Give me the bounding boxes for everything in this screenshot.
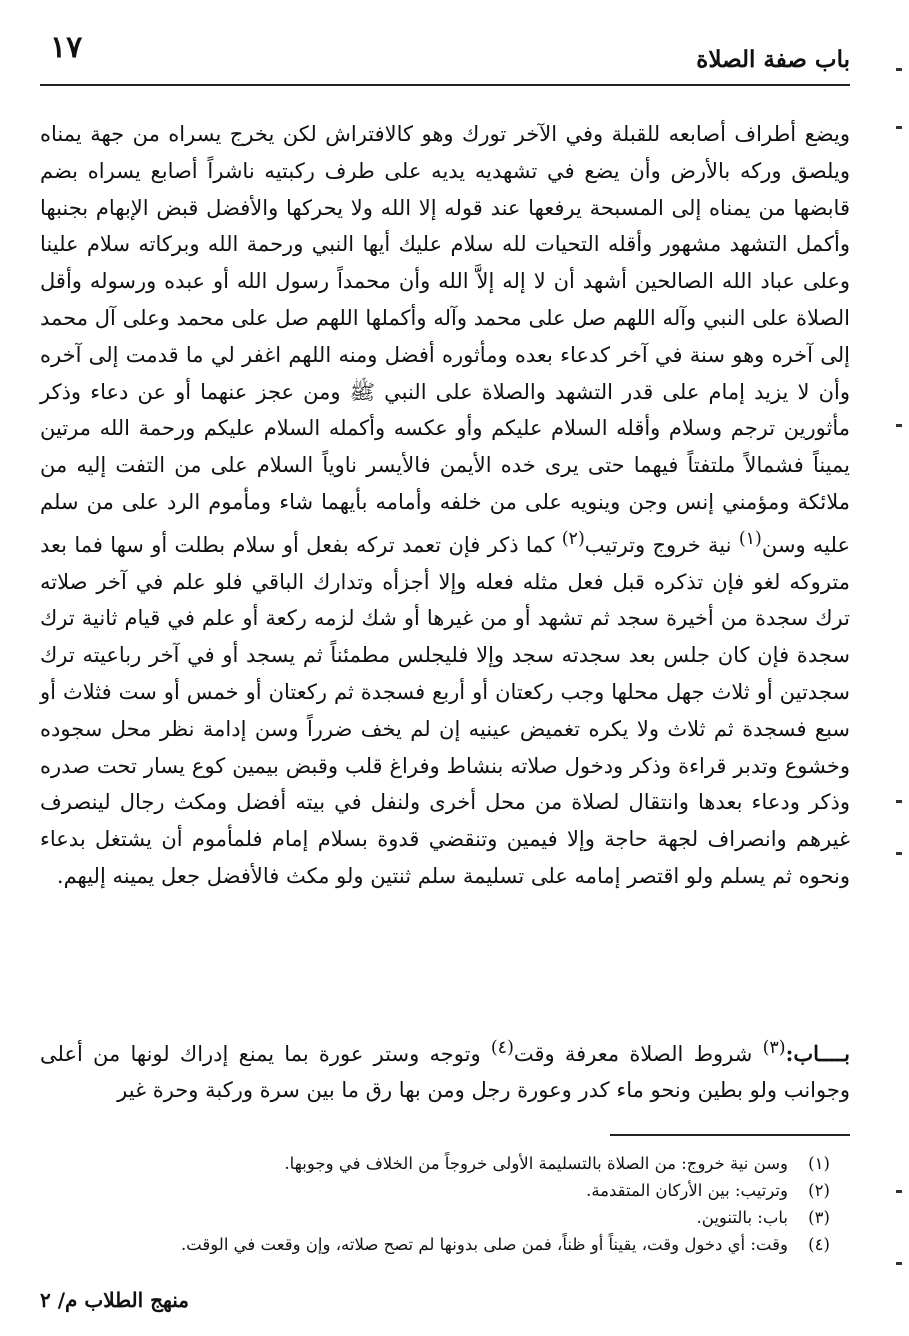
footnote-divider [610, 1134, 850, 1136]
footnote-number: (٢) [808, 1181, 830, 1200]
footnote-text: وقت: أي دخول وقت، يقيناً أو ظناً، فمن صلى بدونها لم تصح صلاته، وإن وقعت في الوقت. [180, 1235, 788, 1254]
footnote-text: وترتيب: بين الأركان المتقدمة. [586, 1181, 788, 1200]
footnote-ref: (٣) [762, 1038, 786, 1058]
body-paragraph [40, 116, 850, 895]
footnote [40, 1150, 850, 1177]
margin-mark [896, 68, 902, 71]
footnotes [40, 1150, 850, 1258]
footnote-ref: (٤) [490, 1038, 514, 1058]
margin-mark [896, 1190, 902, 1193]
footnote-text: باب: بالتنوين. [696, 1208, 788, 1227]
margin-mark [896, 126, 902, 129]
body-text: كما ذكر فإن تعمد تركه بفعل أو سلام بطلت أو سها فما بعد متروكه لغو فإن تذكره قبل فعل مثله فعله وإلا أجزأه وتدارك الباقي فلو علم في آخر صلاته ترك سجدة من أخيرة سجد ثم تشهد أو من غيرها أو شك لزمه ركعة أو علم في قيام ثانية ترك سجدة فإن كان جلس بعد سجدته سجد وإلا فليجلس مطمئناً ثم يسجد أو في آخر رباعيته ترك سجدتين أو ثلاث جهل محلها وجب ركعتان أو أربع فسجدة ثم ركعتان أو خمس أو ست فثلاث أو سبع فسجدة ثم ثلاث ولا يكره تغميض عينيه إن لم يخف ضرراً وسن إدامة نظر محل سجوده وخشوع وتدبر قراءة وذكر ودخول صلاته بنشاط وفراغ قلب وقبض بيمين كوع يسار تحت صدره وذكر ودعاء بعدها وانتقال لصلاة من محل أخرى ولنفل في بيته أفضل ومكث رجال لينصرف غيرهم وانصراف لجهة حاجة وإلا فيمين وتنقضي قدوة بسلام إمام فلمأموم أن يشتغل بدعاء ونحوه ثم يسلم ولو اقتصر إمامه على تسليمة سلم ثنتين ولو مكث فالأفضل جعل يمينه إليهم. [40, 532, 850, 888]
margin-mark [896, 800, 902, 803]
header-divider [40, 84, 850, 86]
footnote-number: (١) [808, 1154, 830, 1173]
footnote [40, 1204, 850, 1231]
chapter-text: وتوجه وستر عورة بما يمنع إدراك لونها من أعلى وجوانب ولو بطين ونحو ماء كدر وعورة رجل ومن بها رق ما بين سرة وركبة وحرة غير [40, 1042, 850, 1102]
footnote-text: وسن نية خروج: من الصلاة بالتسليمة الأولى خروجاً من الخلاف في وجوبها. [284, 1154, 788, 1173]
page-footer: منهج الطلاب م/ ٢ [40, 1288, 190, 1312]
footnote-number: (٤) [808, 1235, 830, 1254]
chapter-paragraph [40, 1030, 850, 1108]
page-header [40, 30, 850, 80]
chapter-text: شروط الصلاة معرفة وقت [513, 1042, 763, 1066]
footnote-ref: (٢) [561, 528, 585, 549]
page-number: ١٧ [50, 30, 83, 65]
body-text: ويضع أطراف أصابعه للقبلة وفي الآخر تورك وهو كالافتراش لكن يخرج يسراه من جهة يمناه ويلصق وركه بالأرض وأن يضع في تشهديه يديه على طرف ركبتيه ناشراً أصابع يسراه بضم قابضها من يمناه إلى المسبحة يرفعها عند قوله إلا الله ولا يحركها والأفضل قبض الإبهام بجنبها وأكمل التشهد مشهور وأقله التحيات لله سلام عليك أيها النبي ورحمة الله وبركاته سلام علينا وعلى عباد الله الصالحين أشهد أن لا إله إلاَّ الله وأن محمداً رسول الله أو عبده ورسوله وأقل الصلاة على النبي وآله اللهم صل على محمد وآله وأكملها اللهم صل على محمد وعلى آل محمد إلى آخره وهو سنة في آخر كدعاء بعده ومأثوره أفضل ومنه اللهم اغفر لي ما قدمت إلى آخره وأن لا يزيد إمام على قدر التشهد والصلاة على النبي ﷺ ومن عجز عنهما أو عن دعاء وذكر مأثورين ترجم وسلام وأقله السلام عليكم وأو عكسه وأكمله السلام عليكم ورحمة الله مرتين يميناً فشمالاً ملتفتاً فيهما حتى يرى خده الأيمن فالأيسر ناوياً السلام على من التفت إليه من ملائكة ومؤمني إنس وجن وينويه على من خلفه وأمامه بأيهما شاء ومأموم الرد على من سلم عليه وسن [40, 122, 850, 557]
footnote [40, 1231, 850, 1258]
main-text [40, 116, 850, 895]
margin-mark [896, 424, 902, 427]
chapter-label: بــــاب: [785, 1041, 850, 1066]
footnote-number: (٣) [808, 1208, 830, 1227]
body-text: نية خروج وترتيب [584, 532, 739, 557]
margin-mark [896, 1262, 902, 1265]
margin-mark [896, 852, 902, 855]
footnote [40, 1177, 850, 1204]
section-title: باب صفة الصلاة [696, 46, 850, 73]
footnote-ref: (١) [738, 528, 762, 549]
